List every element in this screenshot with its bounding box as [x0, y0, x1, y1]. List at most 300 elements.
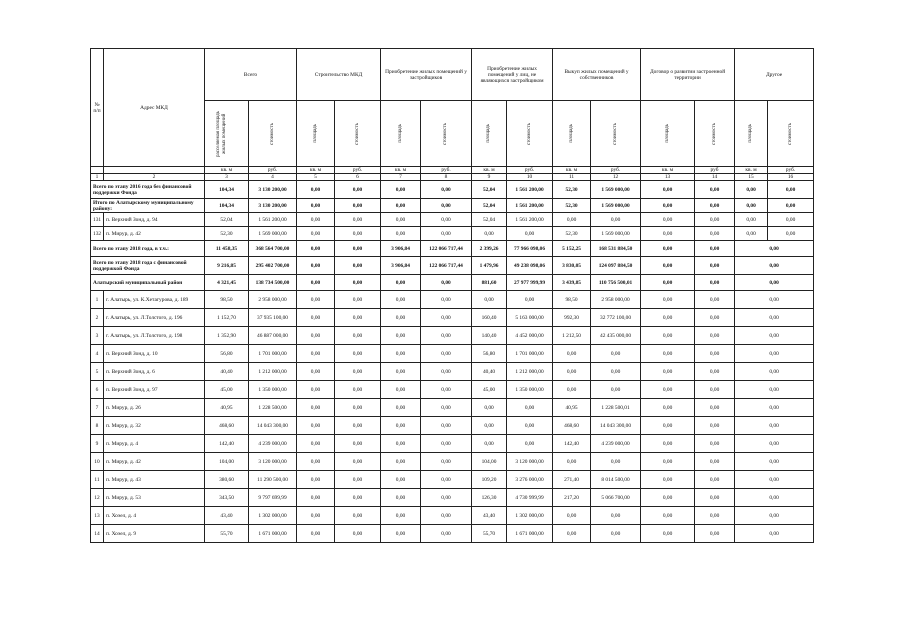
value-cell: 104,00	[205, 453, 249, 471]
value-cell: 0,00	[695, 275, 735, 291]
value-cell: 3 906,84	[381, 241, 421, 257]
value-cell: 4 730 999,99	[507, 489, 553, 507]
value-cell: 0,00	[472, 399, 507, 417]
value-cell: 0,00	[641, 489, 695, 507]
resettlement-table	[90, 48, 814, 543]
row-number-cell: 1	[91, 291, 104, 309]
value-cell: 0,00	[297, 213, 335, 227]
subheader-cell	[297, 101, 335, 167]
value-cell: 0,00	[695, 507, 735, 525]
value-cell: 0,00	[472, 417, 507, 435]
value-cell: 0,00	[297, 363, 335, 381]
subheader-label: стоимость	[612, 122, 618, 145]
value-cell: 1 561 200,00	[507, 199, 553, 213]
value-cell: 0,00	[297, 275, 335, 291]
table-row	[91, 471, 814, 489]
value-cell: 142,40	[205, 435, 249, 453]
value-cell: 0,00	[297, 381, 335, 399]
group-header: Всего	[205, 49, 297, 101]
value-cell: 0,00	[695, 199, 735, 213]
value-cell: 0,00	[695, 471, 735, 489]
value-cell: 9 797 699,99	[249, 489, 297, 507]
value-cell: 5 163 000,00	[507, 309, 553, 327]
table-row	[91, 291, 814, 309]
value-cell: 0,00	[335, 363, 381, 381]
value-cell: 0,00	[735, 525, 814, 543]
value-cell: 0,00	[335, 213, 381, 227]
value-cell: 0,00	[335, 291, 381, 309]
value-cell: 98,50	[205, 291, 249, 309]
row-number-cell: 131	[91, 213, 104, 227]
value-cell: 1 569 000,00	[249, 227, 297, 241]
subheader-cell	[768, 101, 814, 167]
value-cell: 56,80	[472, 345, 507, 363]
value-cell: 0,00	[507, 291, 553, 309]
value-cell: 0,00	[297, 327, 335, 345]
value-cell: 0,00	[735, 363, 814, 381]
value-cell: 32 772 100,00	[591, 309, 641, 327]
value-cell: 52,30	[553, 227, 591, 241]
value-cell: 0,00	[735, 227, 768, 241]
value-cell: 0,00	[641, 435, 695, 453]
address-cell: п. Верхний Зонд, д. 94	[104, 213, 205, 227]
value-cell: 0,00	[335, 227, 381, 241]
table-row	[91, 327, 814, 345]
value-cell: 0,00	[297, 525, 335, 543]
value-cell: 1 671 000,00	[507, 525, 553, 543]
value-cell: 992,30	[553, 309, 591, 327]
units-row	[91, 167, 814, 174]
value-cell: 122 066 717,44	[421, 257, 472, 275]
value-cell: 0,00	[297, 309, 335, 327]
value-cell: 468,60	[205, 417, 249, 435]
subheader-cell	[695, 101, 735, 167]
value-cell: 0,00	[553, 453, 591, 471]
value-cell: 0,00	[695, 181, 735, 199]
value-cell: 0,00	[335, 381, 381, 399]
value-cell: 168 531 884,50	[591, 241, 641, 257]
value-cell: 5 152,25	[553, 241, 591, 257]
table-row	[91, 435, 814, 453]
address-cell: п. Мирур, д. 26	[104, 399, 205, 417]
value-cell: 0,00	[381, 399, 421, 417]
column-numbers-row	[91, 174, 814, 181]
value-cell: 0,00	[381, 363, 421, 381]
value-cell: 1 701 000,00	[507, 345, 553, 363]
value-cell: 2 958 000,00	[591, 291, 641, 309]
value-cell: 0,00	[472, 435, 507, 453]
value-cell: 1 671 000,00	[249, 525, 297, 543]
value-cell: 0,00	[695, 213, 735, 227]
value-cell: 0,00	[735, 417, 814, 435]
value-cell: 0,00	[421, 309, 472, 327]
value-cell: 5 066 700,00	[591, 489, 641, 507]
value-cell: 0,00	[335, 525, 381, 543]
value-cell: 0,00	[335, 417, 381, 435]
value-cell: 1 569 000,00	[591, 199, 641, 213]
address-cell: п. Мирур, д. 42	[104, 227, 205, 241]
table-row	[91, 507, 814, 525]
value-cell: 11 290 500,00	[249, 471, 297, 489]
column-number-cell: 6	[335, 174, 381, 181]
value-cell: 0,00	[641, 417, 695, 435]
value-cell: 271,40	[553, 471, 591, 489]
value-cell: 0,00	[641, 291, 695, 309]
value-cell: 0,00	[381, 291, 421, 309]
table-row	[91, 363, 814, 381]
units-cell	[91, 167, 104, 174]
address-cell: п. Хоэел, д. 4	[104, 507, 205, 525]
value-cell: 0,00	[695, 291, 735, 309]
subheader-label: площадь	[312, 124, 318, 143]
value-cell: 0,00	[421, 417, 472, 435]
value-cell: 140,40	[472, 327, 507, 345]
value-cell: 0,00	[768, 227, 814, 241]
value-cell: 0,00	[381, 489, 421, 507]
value-cell: 0,00	[591, 507, 641, 525]
column-number-cell: 12	[591, 174, 641, 181]
value-cell: 0,00	[768, 181, 814, 199]
value-cell: 0,00	[421, 381, 472, 399]
value-cell: 0,00	[735, 257, 814, 275]
value-cell: 0,00	[297, 489, 335, 507]
unit-cell: руб.	[421, 167, 472, 174]
group-header: Приобретение жилых помещений у лиц, не являющихся застройщиком	[472, 49, 553, 101]
value-cell: 0,00	[335, 309, 381, 327]
column-number-cell: 1	[91, 174, 104, 181]
value-cell: 0,00	[641, 471, 695, 489]
unit-cell: кв. м	[472, 167, 507, 174]
value-cell: 43,40	[205, 507, 249, 525]
value-cell: 40,40	[472, 363, 507, 381]
subheader-label: стоимость	[269, 122, 275, 145]
address-cell: п. Хоэел, д. 9	[104, 525, 205, 543]
unit-cell: руб.	[335, 167, 381, 174]
value-cell: 0,00	[335, 471, 381, 489]
value-cell: 8 014 500,00	[591, 471, 641, 489]
row-number-cell: 2	[91, 309, 104, 327]
value-cell: 0,00	[381, 213, 421, 227]
value-cell: 0,00	[591, 213, 641, 227]
value-cell: 52,30	[553, 199, 591, 213]
value-cell: 0,00	[421, 507, 472, 525]
value-cell: 0,00	[735, 241, 814, 257]
value-cell: 0,00	[735, 453, 814, 471]
unit-cell: кв. м	[381, 167, 421, 174]
value-cell: 0,00	[381, 309, 421, 327]
value-cell: 0,00	[695, 453, 735, 471]
value-cell: 0,00	[591, 345, 641, 363]
value-cell: 0,00	[381, 381, 421, 399]
value-cell: 37 935 100,00	[249, 309, 297, 327]
column-number-cell: 11	[553, 174, 591, 181]
address-cell: п. Верхний Зонд, д. 10	[104, 345, 205, 363]
value-cell: 0,00	[297, 227, 335, 241]
value-cell: 138 734 500,00	[249, 275, 297, 291]
value-cell: 0,00	[641, 327, 695, 345]
value-cell: 142,40	[553, 435, 591, 453]
value-cell: 0,00	[507, 417, 553, 435]
value-cell: 3 130 200,00	[249, 181, 297, 199]
value-cell: 0,00	[553, 213, 591, 227]
value-cell: 0,00	[735, 381, 814, 399]
value-cell: 0,00	[735, 275, 814, 291]
table-row	[91, 417, 814, 435]
value-cell: 110 756 500,01	[591, 275, 641, 291]
value-cell: 0,00	[421, 363, 472, 381]
value-cell: 0,00	[381, 327, 421, 345]
value-cell: 0,00	[297, 257, 335, 275]
value-cell: 0,00	[553, 381, 591, 399]
value-cell: 0,00	[641, 345, 695, 363]
value-cell: 0,00	[335, 327, 381, 345]
value-cell: 2 958 000,00	[249, 291, 297, 309]
subheader-label: площадь	[664, 124, 670, 143]
address-cell: г. Алатырь, ул. Л.Толстого, д. 196	[104, 309, 205, 327]
unit-cell: кв. м	[735, 167, 768, 174]
subheader-label: стоимость	[787, 122, 793, 145]
row-number-cell: 14	[91, 525, 104, 543]
value-cell: 0,00	[381, 525, 421, 543]
value-cell: 3 120 000,00	[249, 453, 297, 471]
value-cell: 0,00	[507, 399, 553, 417]
value-cell: 0,00	[695, 399, 735, 417]
value-cell: 0,00	[421, 327, 472, 345]
group-header: Строительство МКД	[297, 49, 381, 101]
row-number-cell: 4	[91, 345, 104, 363]
value-cell: 0,00	[472, 227, 507, 241]
subheader-cell	[591, 101, 641, 167]
value-cell: 55,70	[205, 525, 249, 543]
value-cell: 0,00	[297, 471, 335, 489]
value-cell: 380,60	[205, 471, 249, 489]
value-cell: 104,34	[205, 199, 249, 213]
value-cell: 1 212 000,00	[249, 363, 297, 381]
value-cell: 0,00	[381, 417, 421, 435]
value-cell: 122 066 717,44	[421, 241, 472, 257]
address-cell: г. Алатырь, ул. К.Хетагурова, д. 189	[104, 291, 205, 309]
table-row	[91, 489, 814, 507]
column-number-cell: 3	[205, 174, 249, 181]
value-cell: 1 302 000,00	[249, 507, 297, 525]
subheader-cell	[205, 101, 249, 167]
column-number-cell: 14	[695, 174, 735, 181]
value-cell: 0,00	[507, 435, 553, 453]
value-cell: 1 302 000,00	[507, 507, 553, 525]
value-cell: 0,00	[381, 435, 421, 453]
value-cell: 98,50	[553, 291, 591, 309]
value-cell: 0,00	[641, 381, 695, 399]
group-header: Договор о развитии застроенной территории	[641, 49, 735, 101]
row-label-cell: Всего по этапу 2016 года без финансовой поддержки Фонда	[91, 181, 205, 199]
value-cell: 0,00	[297, 241, 335, 257]
value-cell: 0,00	[421, 435, 472, 453]
value-cell: 0,00	[335, 345, 381, 363]
value-cell: 0,00	[735, 507, 814, 525]
value-cell: 0,00	[381, 199, 421, 213]
subheader-cell	[553, 101, 591, 167]
table-row	[91, 381, 814, 399]
row-label-cell: Итого по Алатырскому муниципальному району:	[91, 199, 205, 213]
value-cell: 0,00	[695, 241, 735, 257]
value-cell: 0,00	[553, 507, 591, 525]
address-cell: п. Мирур, д. 32	[104, 417, 205, 435]
value-cell: 0,00	[335, 199, 381, 213]
value-cell: 0,00	[421, 213, 472, 227]
value-cell: 0,00	[735, 471, 814, 489]
table-row	[91, 213, 814, 227]
value-cell: 52,30	[553, 181, 591, 199]
subheader-cell	[472, 101, 507, 167]
column-number-cell: 8	[421, 174, 472, 181]
value-cell: 0,00	[735, 489, 814, 507]
units-cell	[104, 167, 205, 174]
value-cell: 0,00	[381, 181, 421, 199]
subheader-label: площадь	[397, 124, 403, 143]
subheader-cell	[335, 101, 381, 167]
row-number-cell: 5	[91, 363, 104, 381]
row-label-cell: Алатырский муниципальный район	[91, 275, 205, 291]
row-number-cell: 6	[91, 381, 104, 399]
value-cell: 217,20	[553, 489, 591, 507]
value-cell: 14 043 300,00	[591, 417, 641, 435]
value-cell: 0,00	[381, 227, 421, 241]
value-cell: 0,00	[297, 435, 335, 453]
value-cell: 0,00	[695, 381, 735, 399]
value-cell: 0,00	[472, 291, 507, 309]
value-cell: 0,00	[641, 227, 695, 241]
row-number-cell: 9	[91, 435, 104, 453]
value-cell: 0,00	[335, 275, 381, 291]
subheader-cell	[641, 101, 695, 167]
value-cell: 11 458,35	[205, 241, 249, 257]
value-cell: 52,04	[472, 181, 507, 199]
value-cell: 0,00	[335, 257, 381, 275]
table-row	[91, 525, 814, 543]
unit-cell: руб.	[249, 167, 297, 174]
value-cell: 0,00	[381, 345, 421, 363]
value-cell: 0,00	[507, 227, 553, 241]
value-cell: 52,04	[472, 199, 507, 213]
value-cell: 0,00	[695, 363, 735, 381]
value-cell: 0,00	[641, 241, 695, 257]
row-number-cell: 132	[91, 227, 104, 241]
unit-cell: руб	[695, 167, 735, 174]
value-cell: 0,00	[641, 399, 695, 417]
num-header: № п/п	[91, 49, 104, 167]
value-cell: 0,00	[421, 199, 472, 213]
value-cell: 0,00	[641, 309, 695, 327]
value-cell: 0,00	[335, 507, 381, 525]
unit-cell: кв. м	[205, 167, 249, 174]
subheader-cell	[421, 101, 472, 167]
value-cell: 0,00	[553, 345, 591, 363]
value-cell: 3 830,05	[553, 257, 591, 275]
value-cell: 3 120 000,00	[507, 453, 553, 471]
subheader-label: расселяемая площадь жилых помещений	[215, 110, 227, 157]
value-cell: 0,00	[421, 227, 472, 241]
value-cell: 45,00	[472, 381, 507, 399]
value-cell: 0,00	[381, 275, 421, 291]
value-cell: 0,00	[695, 309, 735, 327]
unit-cell: руб.	[507, 167, 553, 174]
value-cell: 0,00	[735, 291, 814, 309]
value-cell: 0,00	[297, 181, 335, 199]
value-cell: 0,00	[641, 507, 695, 525]
value-cell: 14 043 300,00	[249, 417, 297, 435]
value-cell: 1 212 000,00	[507, 363, 553, 381]
table-row	[91, 345, 814, 363]
value-cell: 1 561 200,00	[507, 213, 553, 227]
row-number-cell: 10	[91, 453, 104, 471]
value-cell: 46 887 000,00	[249, 327, 297, 345]
value-cell: 0,00	[421, 489, 472, 507]
address-cell: п. Верхний Зонд, д. 97	[104, 381, 205, 399]
value-cell: 4 452 000,00	[507, 327, 553, 345]
value-cell: 124 097 884,50	[591, 257, 641, 275]
unit-cell: кв. м	[553, 167, 591, 174]
value-cell: 40,40	[205, 363, 249, 381]
group-header: Приобретение жилых помещений у застройщиков	[381, 49, 472, 101]
value-cell: 0,00	[297, 291, 335, 309]
column-number-cell: 5	[297, 174, 335, 181]
value-cell: 468,60	[553, 417, 591, 435]
value-cell: 0,00	[553, 525, 591, 543]
value-cell: 40,95	[205, 399, 249, 417]
value-cell: 0,00	[591, 525, 641, 543]
row-number-cell: 3	[91, 327, 104, 345]
value-cell: 45,00	[205, 381, 249, 399]
value-cell: 0,00	[735, 345, 814, 363]
value-cell: 42 435 000,00	[591, 327, 641, 345]
value-cell: 9 216,85	[205, 257, 249, 275]
value-cell: 0,00	[641, 363, 695, 381]
column-number-cell: 9	[472, 174, 507, 181]
subheader-label: стоимость	[711, 122, 717, 145]
value-cell: 0,00	[735, 181, 768, 199]
value-cell: 0,00	[335, 435, 381, 453]
value-cell: 52,04	[205, 213, 249, 227]
value-cell: 0,00	[641, 213, 695, 227]
unit-cell: руб.	[768, 167, 814, 174]
value-cell: 1 569 000,00	[591, 181, 641, 199]
value-cell: 0,00	[297, 417, 335, 435]
value-cell: 4 239 000,00	[591, 435, 641, 453]
value-cell: 1 569 000,00	[591, 227, 641, 241]
value-cell: 109,20	[472, 471, 507, 489]
value-cell: 1 701 000,00	[249, 345, 297, 363]
row-number-cell: 12	[91, 489, 104, 507]
value-cell: 0,00	[735, 199, 768, 213]
value-cell: 0,00	[735, 399, 814, 417]
value-cell: 0,00	[695, 327, 735, 345]
table-row	[91, 399, 814, 417]
value-cell: 0,00	[297, 507, 335, 525]
column-number-cell: 10	[507, 174, 553, 181]
value-cell: 52,30	[205, 227, 249, 241]
value-cell: 0,00	[641, 257, 695, 275]
value-cell: 0,00	[297, 399, 335, 417]
subheader-cell	[735, 101, 768, 167]
value-cell: 0,00	[591, 381, 641, 399]
address-header: Адрес МКД	[104, 49, 205, 167]
value-cell: 4 239 000,00	[249, 435, 297, 453]
table-row	[91, 453, 814, 471]
value-cell: 0,00	[381, 453, 421, 471]
value-cell: 0,00	[297, 345, 335, 363]
unit-cell: руб.	[591, 167, 641, 174]
value-cell: 0,00	[297, 199, 335, 213]
